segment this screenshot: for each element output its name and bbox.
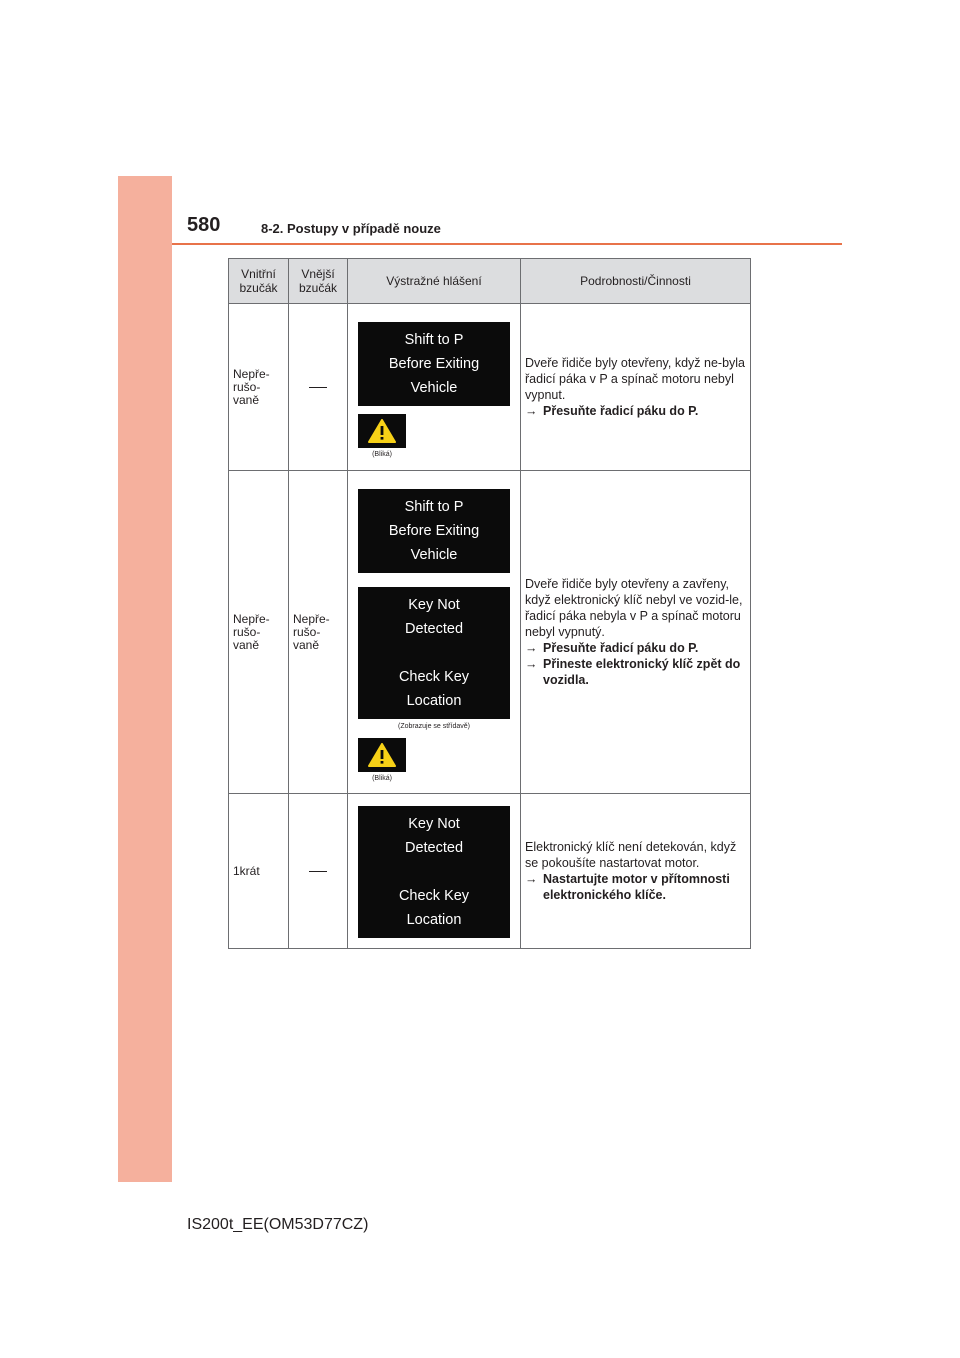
warning-triangle-icon [368, 743, 396, 767]
blink-caption: (Bliká) [372, 451, 392, 458]
column-header-inner-buzzer: Vnitřní bzučák [229, 259, 289, 304]
column-header-details: Podrobnosti/Činnosti [521, 259, 751, 304]
column-header-outer-buzzer: Vnější bzučák [289, 259, 348, 304]
column-header-warning-message: Výstražné hlášení [348, 259, 521, 304]
display-shift-to-p: Shift to P Before Exiting Vehicle [358, 322, 510, 406]
warning-triangle-icon [368, 419, 396, 443]
detail-text: Dveře řidiče byly otevřeny, když ne-byla řadicí páka v P a spínač motoru nebyl vypnut. [525, 356, 745, 402]
none-dash [309, 871, 327, 872]
table-row [229, 794, 751, 949]
action-item: → Přesuňte řadicí páku do P. [525, 404, 699, 418]
table-header-row [229, 259, 751, 304]
page-number: 580 [187, 214, 221, 236]
details-cell [521, 794, 751, 949]
details-cell [521, 304, 751, 471]
outer-buzzer-cell [289, 304, 348, 471]
details-cell [521, 471, 751, 794]
document-code: IS200t_EE(OM53D77CZ) [187, 1216, 369, 1233]
inner-buzzer-cell: 1krát [229, 794, 289, 949]
side-color-band [118, 176, 172, 1182]
none-dash [309, 387, 327, 388]
detail-text: Elektronický klíč není detekován, když se pokoušíte nastartovat motor. [525, 840, 737, 870]
outer-buzzer-cell [289, 794, 348, 949]
action-item: → Nastartujte motor v přítomnosti elektronického klíče. [525, 872, 730, 902]
warning-message-cell [348, 471, 521, 794]
warning-table [228, 258, 751, 949]
section-title: 8-2. Postupy v případě nouze [261, 221, 441, 236]
inner-buzzer-cell: Nepře- rušo- vaně [229, 471, 289, 794]
alternate-caption: (Zobrazuje se střídavě) [398, 722, 470, 730]
display-shift-to-p: Shift to P Before Exiting Vehicle [358, 489, 510, 573]
table-row [229, 471, 751, 794]
warning-message-cell [348, 794, 521, 949]
table-row [229, 304, 751, 471]
display-key-not-detected: Key Not Detected Check Key Location [358, 587, 510, 719]
detail-text: Dveře řidiče byly otevřeny a zavřeny, když elektronický klíč nebyl ve vozid-le, řadicí páka nebyla v P a spínač motoru nebyl vypnutý. [525, 577, 743, 639]
display-key-not-detected: Key Not Detected Check Key Location [358, 806, 510, 938]
action-item: → Přesuňte řadicí páku do P. [525, 641, 699, 655]
inner-buzzer-cell: Nepře- rušo- vaně [229, 304, 289, 471]
action-item: → Přineste elektronický klíč zpět do vozidla. [525, 657, 741, 687]
warning-message-cell [348, 304, 521, 471]
blink-caption: (Bliká) [372, 774, 392, 782]
master-warning-light [358, 738, 406, 772]
master-warning-light [358, 414, 406, 448]
header-rule [172, 243, 842, 245]
page-header [187, 214, 847, 244]
outer-buzzer-cell: Nepře- rušo- vaně [289, 471, 348, 794]
